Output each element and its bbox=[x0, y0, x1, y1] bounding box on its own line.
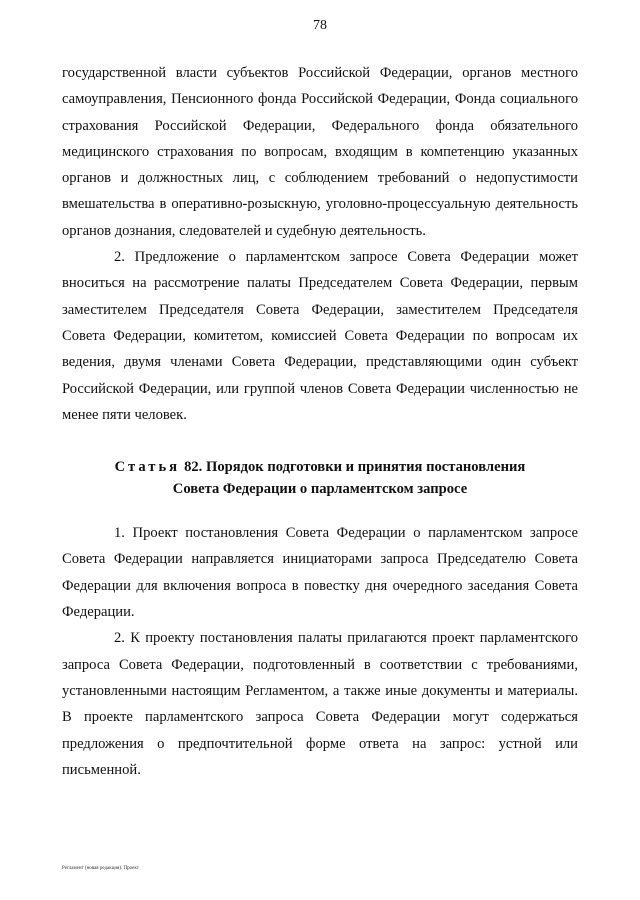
page-footer: Регламент (новая редакция). Проект bbox=[62, 866, 139, 871]
paragraph-item-1: 1. Проект постановления Совета Федерации о парламентском запросе Совета Федерации направляется инициаторами запроса Председателю Совета Федерации для включения вопроса в повестку дня очередного заседания Совета Федерации. bbox=[62, 525, 578, 621]
article-title-line-1: 82. Порядок подготовки и принятия постановления bbox=[184, 459, 526, 476]
article-title-line-2: Совета Федерации о парламентском запросе bbox=[172, 481, 468, 498]
article-heading-line-1 bbox=[62, 456, 578, 478]
article-heading bbox=[62, 456, 578, 500]
paragraph-item-2b: 2. К проекту постановления палаты прилагаются проект парламентского запроса Совета Федерации, подготовленный в соответствии с требованиями, установленными настоящим Регламентом, а также иные документы и материалы. В проекте парламентского запроса Совета Федерации могут содержаться предложения о предпочтительной форме ответа на запрос: устной или письменной. bbox=[62, 630, 578, 778]
document-body bbox=[62, 60, 578, 783]
paragraph-continuation: государственной власти субъектов Российской Федерации, органов местного самоуправления, Пенсионного фонда Российской Федерации, Фонда социального страхования Российской Федерации, Федерального фонда обязательного медицинского страхования по вопросам, входящим в компетенцию указанных органов и должностных лиц, с соблюдением требований о недопустимости вмешательства в оперативно-розыскную, уголовно-процессуальную деятельность органов дознания, следователей и судебную деятельность. bbox=[62, 65, 578, 239]
article-word: Статья bbox=[114, 459, 181, 476]
page-number: 78 bbox=[313, 18, 327, 33]
paragraph-item-2: 2. Предложение о парламентском запросе Совета Федерации может вноситься на рассмотрение палаты Председателем Совета Федерации, первым заместителем Председателя Совета Федерации, заместителем Председателя Совета Федерации, комитетом, комиссией Совета Федерации по вопросам их ведения, двумя членами Совета Федерации, представляющими один субъект Российской Федерации, или группой членов Совета Федерации численностью не менее пяти человек. bbox=[62, 249, 578, 423]
